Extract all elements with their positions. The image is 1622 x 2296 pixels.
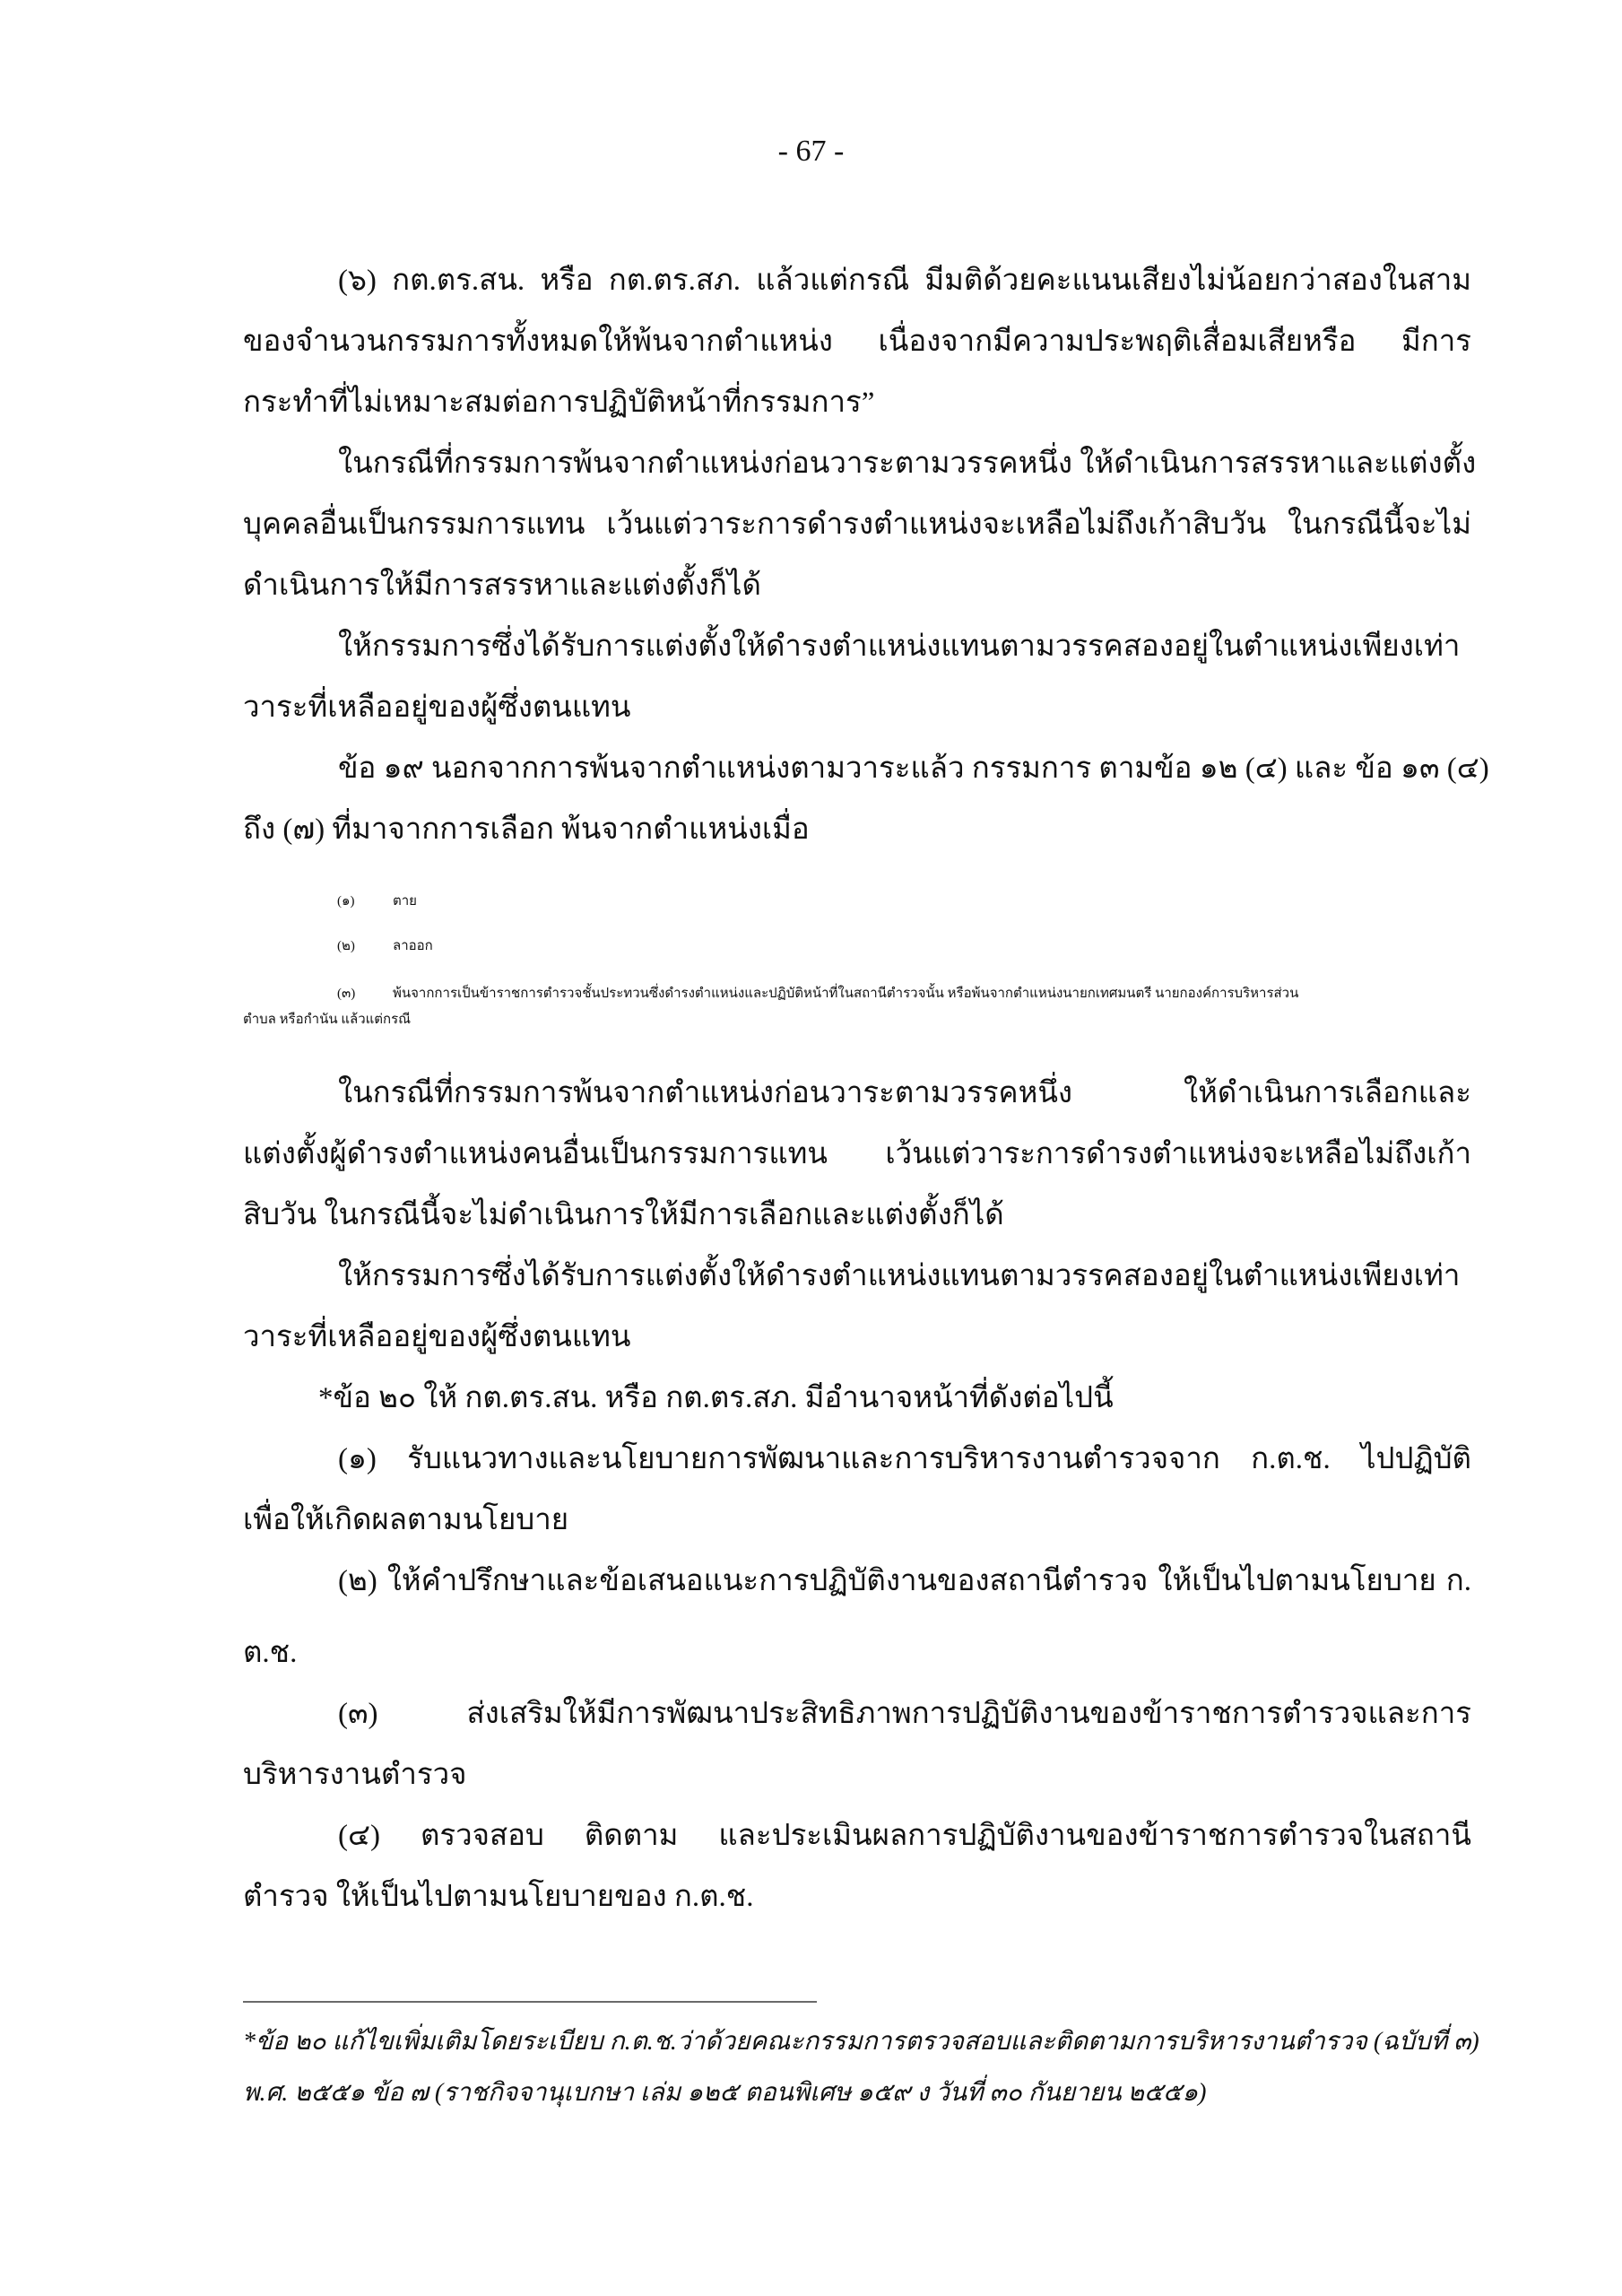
list-item-text: พ้นจากการเป็นข้าราชการตำรวจชั้นประทวนซึ่งดำรงตำแหน่งและปฏิบัติหน้าที่ในสถานีตำรวจนั้น หรือพ้นจากตำแหน่งนายกเทศมนตรี นายกองค์การบริหารส่วน [393, 987, 1299, 1001]
paragraph-line: สิบวัน ในกรณีนี้จะไม่ดำเนินการให้มีการเลือกและแต่งตั้งก็ได้ [243, 1199, 1004, 1231]
list-item: (๒) ให้คำปรึกษาและข้อเสนอแนะการปฏิบัติงานของสถานีตำรวจ ให้เป็นไปตามนโยบาย ก. [338, 1565, 1471, 1597]
clause-20-heading: *ข้อ ๒๐ ให้ กต.ตร.สน. หรือ กต.ตร.สภ. มีอำนาจหน้าที่ดังต่อไปนี้ [318, 1382, 1114, 1414]
clause-19-heading: ข้อ ๑๙ นอกจากการพ้นจากตำแหน่งตามวาระแล้ว กรรมการ ตามข้อ ๑๒ (๔) และ ข้อ ๑๓ (๔) [338, 752, 1489, 785]
footnote-line: *ข้อ ๒๐ แก้ไขเพิ่มเติมโดยระเบียบ ก.ต.ช.ว่าด้วยคณะกรรมการตรวจสอบและติดตามการบริหารงานตำรวจ (ฉบับที่ ๓) [243, 2028, 1479, 2056]
list-item: (๔) ตรวจสอบ ติดตาม และประเมินผลการปฏิบัติงานของข้าราชการตำรวจในสถานี [338, 1820, 1471, 1852]
footnote-line: พ.ศ. ๒๕๕๑ ข้อ ๗ (ราชกิจจานุเบกษา เล่ม ๑๒๕ ตอนพิเศษ ๑๕๙ ง วันที่ ๓๐ กันยายน ๒๕๕๑) [243, 2079, 1207, 2107]
paragraph-line: ของจำนวนกรรมการทั้งหมดให้พ้นจากตำแหน่ง เนื่องจากมีความประพฤติเสื่อมเสียหรือ มีการ [243, 326, 1471, 358]
list-item-continuation: เพื่อให้เกิดผลตามนโยบาย [243, 1504, 569, 1536]
paragraph-line: แต่งตั้งผู้ดำรงตำแหน่งคนอื่นเป็นกรรมการแทน เว้นแต่วาระการดำรงตำแหน่งจะเหลือไม่ถึงเก้า [243, 1138, 1471, 1170]
paragraph-line: วาระที่เหลืออยู่ของผู้ซึ่งตนแทน [243, 1321, 631, 1353]
list-item-continuation: ต.ช. [243, 1637, 298, 1669]
list-item-continuation: ตำบล หรือกำนัน แล้วแต่กรณี [243, 1013, 412, 1027]
footnote-divider [243, 2001, 817, 2003]
list-item-number: (๑) [337, 894, 355, 909]
paragraph-line: ในกรณีที่กรรมการพ้นจากตำแหน่งก่อนวาระตามวรรคหนึ่ง ให้ดำเนินการสรรหาและแต่งตั้ง [338, 448, 1477, 480]
paragraph-line: วาระที่เหลืออยู่ของผู้ซึ่งตนแทน [243, 691, 631, 724]
list-item-text: ลาออก [393, 939, 433, 953]
paragraph-line: ให้กรรมการซึ่งได้รับการแต่งตั้งให้ดำรงตำแหน่งแทนตามวรรคสองอยู่ในตำแหน่งเพียงเท่า [338, 631, 1461, 663]
list-item [243, 936, 1471, 956]
paragraph-line: (๖) กต.ตร.สน. หรือ กต.ตร.สภ. แล้วแต่กรณี มีมติด้วยคะแนนเสียงไม่น้อยกว่าสองในสาม [338, 265, 1471, 297]
list-item: (๓) ส่งเสริมให้มีการพัฒนาประสิทธิภาพการปฏิบัติงานของข้าราชการตำรวจและการ [338, 1698, 1471, 1730]
paragraph-line: บุคคลอื่นเป็นกรรมการแทน เว้นแต่วาระการดำรงตำแหน่งจะเหลือไม่ถึงเก้าสิบวัน ในกรณีนี้จะไม่ [243, 509, 1471, 541]
list-item-continuation: บริหารงานตำรวจ [243, 1759, 467, 1791]
paragraph-line: ถึง (๗) ที่มาจากการเลือก พ้นจากตำแหน่งเมื่อ [243, 813, 810, 846]
list-item-number: (๓) [337, 987, 356, 1001]
paragraph-line: ในกรณีที่กรรมการพ้นจากตำแหน่งก่อนวาระตามวรรคหนึ่ง ให้ดำเนินการเลือกและ [338, 1077, 1471, 1109]
list-item [243, 984, 1471, 1004]
paragraph-line: กระทำที่ไม่เหมาะสมต่อการปฏิบัติหน้าที่กรรมการ” [243, 387, 875, 419]
list-item-continuation: ตำรวจ ให้เป็นไปตามนโยบายของ ก.ต.ช. [243, 1881, 754, 1913]
paragraph-line: ดำเนินการให้มีการสรรหาและแต่งตั้งก็ได้ [243, 570, 761, 602]
list-item-number: (๒) [337, 939, 355, 953]
list-item-text: ตาย [393, 894, 417, 909]
list-item [243, 891, 1471, 911]
list-item: (๑) รับแนวทางและนโยบายการพัฒนาและการบริหารงานตำรวจจาก ก.ต.ช. ไปปฏิบัติ [338, 1443, 1471, 1475]
page-number: - 67 - [777, 135, 845, 168]
paragraph-line: ให้กรรมการซึ่งได้รับการแต่งตั้งให้ดำรงตำแหน่งแทนตามวรรคสองอยู่ในตำแหน่งเพียงเท่า [338, 1260, 1461, 1292]
